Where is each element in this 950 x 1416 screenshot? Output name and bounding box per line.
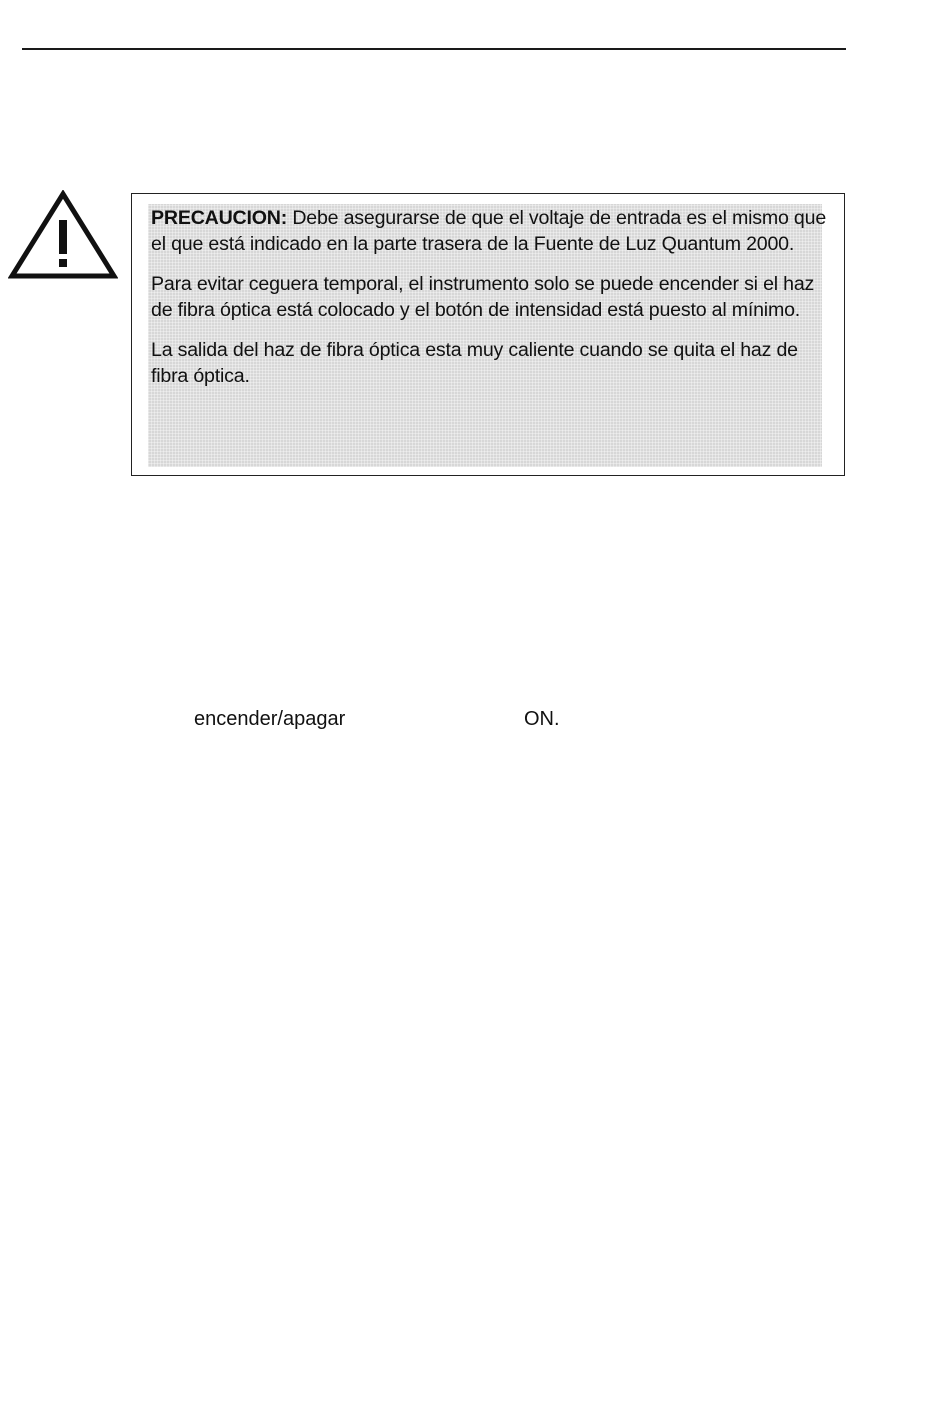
caution-text xyxy=(151,205,831,389)
switch-state-text: ON. xyxy=(524,708,560,730)
caution-paragraph-1 xyxy=(151,205,831,257)
caution-paragraph-1-text: Debe asegurarse de que el voltaje de entrada es el mismo que el que está indicado en la parte trasera de la Fuente de Luz Quantum 2000. xyxy=(151,207,827,255)
caution-box xyxy=(131,193,845,476)
caution-label: PRECAUCION: xyxy=(151,207,288,229)
caution-paragraph-3: La salida del haz de fibra óptica esta muy caliente cuando se quita el haz de fibra óptica. xyxy=(151,339,798,387)
warning-triangle-icon xyxy=(8,190,118,280)
caution-paragraph-2: Para evitar ceguera temporal, el instrumento solo se puede encender si el haz de fibra óptica está colocado y el botón de intensidad está puesto al mínimo. xyxy=(151,273,815,321)
switch-name-text: encender/apagar xyxy=(194,708,346,730)
header-rule xyxy=(22,48,846,50)
